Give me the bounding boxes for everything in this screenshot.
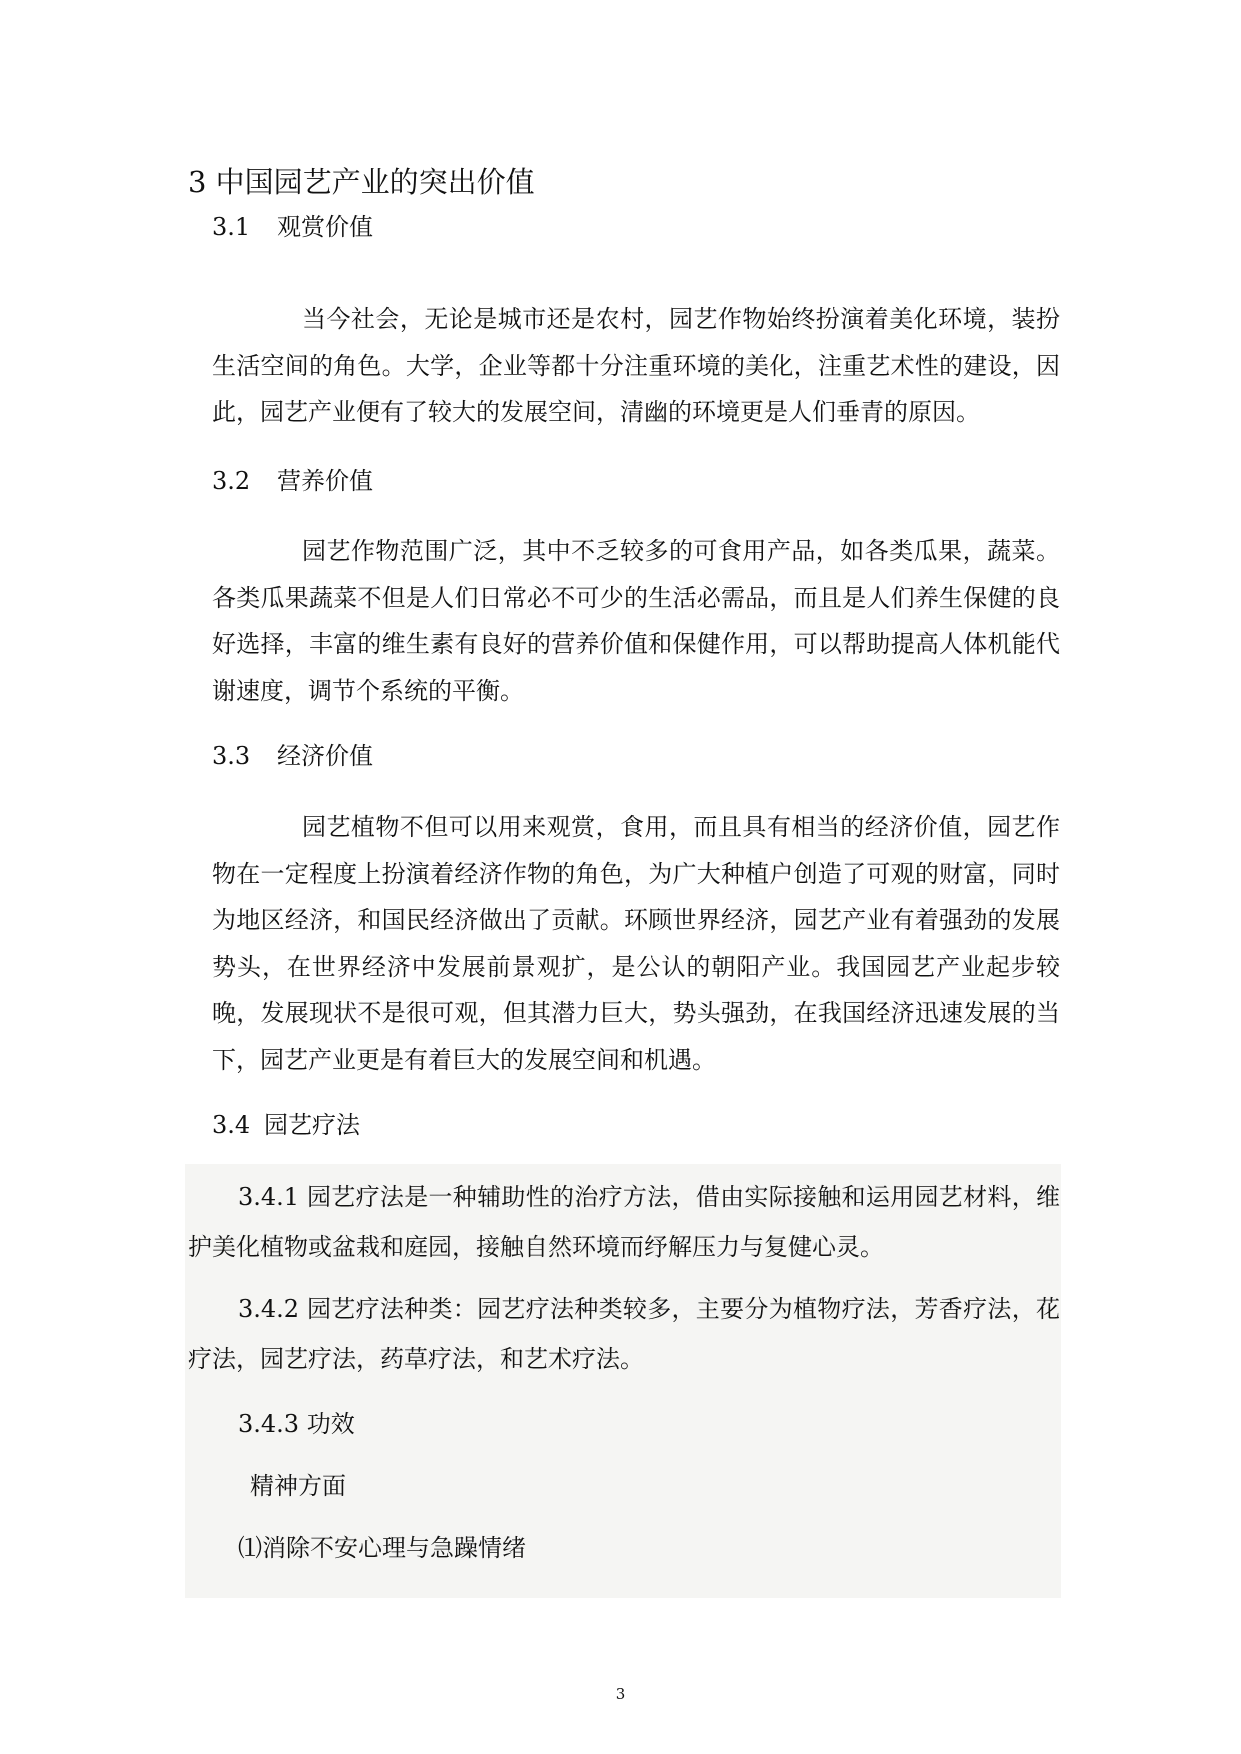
heading-text: 营养价值 [277,467,373,495]
page-number: 3 [615,1685,626,1703]
paragraph-3-4-2: 3.4.2 园艺疗法种类：园艺疗法种类较多，主要分为植物疗法，芳香疗法，花疗法，园艺疗法，药草疗法，和艺术疗法。 [188,1295,1060,1373]
heading-3-4 [212,1107,360,1143]
heading-number: 3.2 [212,467,251,495]
heading-3-3 [212,738,373,774]
heading-text: 观赏价值 [277,213,373,241]
heading-number: 3.1 [212,213,251,241]
paragraph-3-2: 园艺作物范围广泛，其中不乏较多的可食用产品，如各类瓜果，蔬菜。各类瓜果蔬菜不但是人们日常必不可少的生活必需品，而且是人们养生保健的良好选择，丰富的维生素有良好的营养价值和保健作用，可以帮助提高人体机能代谢速度，调节个系统的平衡。 [212,537,1060,705]
heading-text: 园艺疗法 [264,1111,360,1139]
list-item-1: ⑴消除不安心理与急躁情绪 [238,1534,526,1562]
heading-text: 经济价值 [277,742,373,770]
heading-number: 3.3 [212,742,251,770]
heading-3-1 [212,209,373,245]
section-title: 3 中国园艺产业的突出价值 [188,165,535,199]
heading-number: 3.4 [212,1111,251,1139]
heading-3-4-3: 3.4.3 功效 [238,1410,355,1438]
paragraph-3-4-1: 3.4.1 园艺疗法是一种辅助性的治疗方法，借由实际接触和运用园艺材料，维护美化植物或盆栽和庭园，接触自然环境而纾解压力与复健心灵。 [188,1183,1060,1261]
subheading-mental: 精神方面 [250,1472,346,1500]
paragraph-3-1: 当今社会，无论是城市还是农村，园艺作物始终扮演着美化环境，装扮生活空间的角色。大学，企业等都十分注重环境的美化，注重艺术性的建设，因此，园艺产业便有了较大的发展空间，清幽的环境更是人们垂青的原因。 [212,305,1060,426]
heading-3-2 [212,463,373,499]
paragraph-3-3: 园艺植物不但可以用来观赏，食用，而且具有相当的经济价值，园艺作物在一定程度上扮演着经济作物的角色，为广大种植户创造了可观的财富，同时为地区经济，和国民经济做出了贡献。环顾世界经济，园艺产业有着强劲的发展势头，在世界经济中发展前景观扩，是公认的朝阳产业。我国园艺产业起步较晚，发展现状不是很可观，但其潜力巨大，势头强劲，在我国经济迅速发展的当下，园艺产业更是有着巨大的发展空间和机遇。 [212,813,1060,1074]
